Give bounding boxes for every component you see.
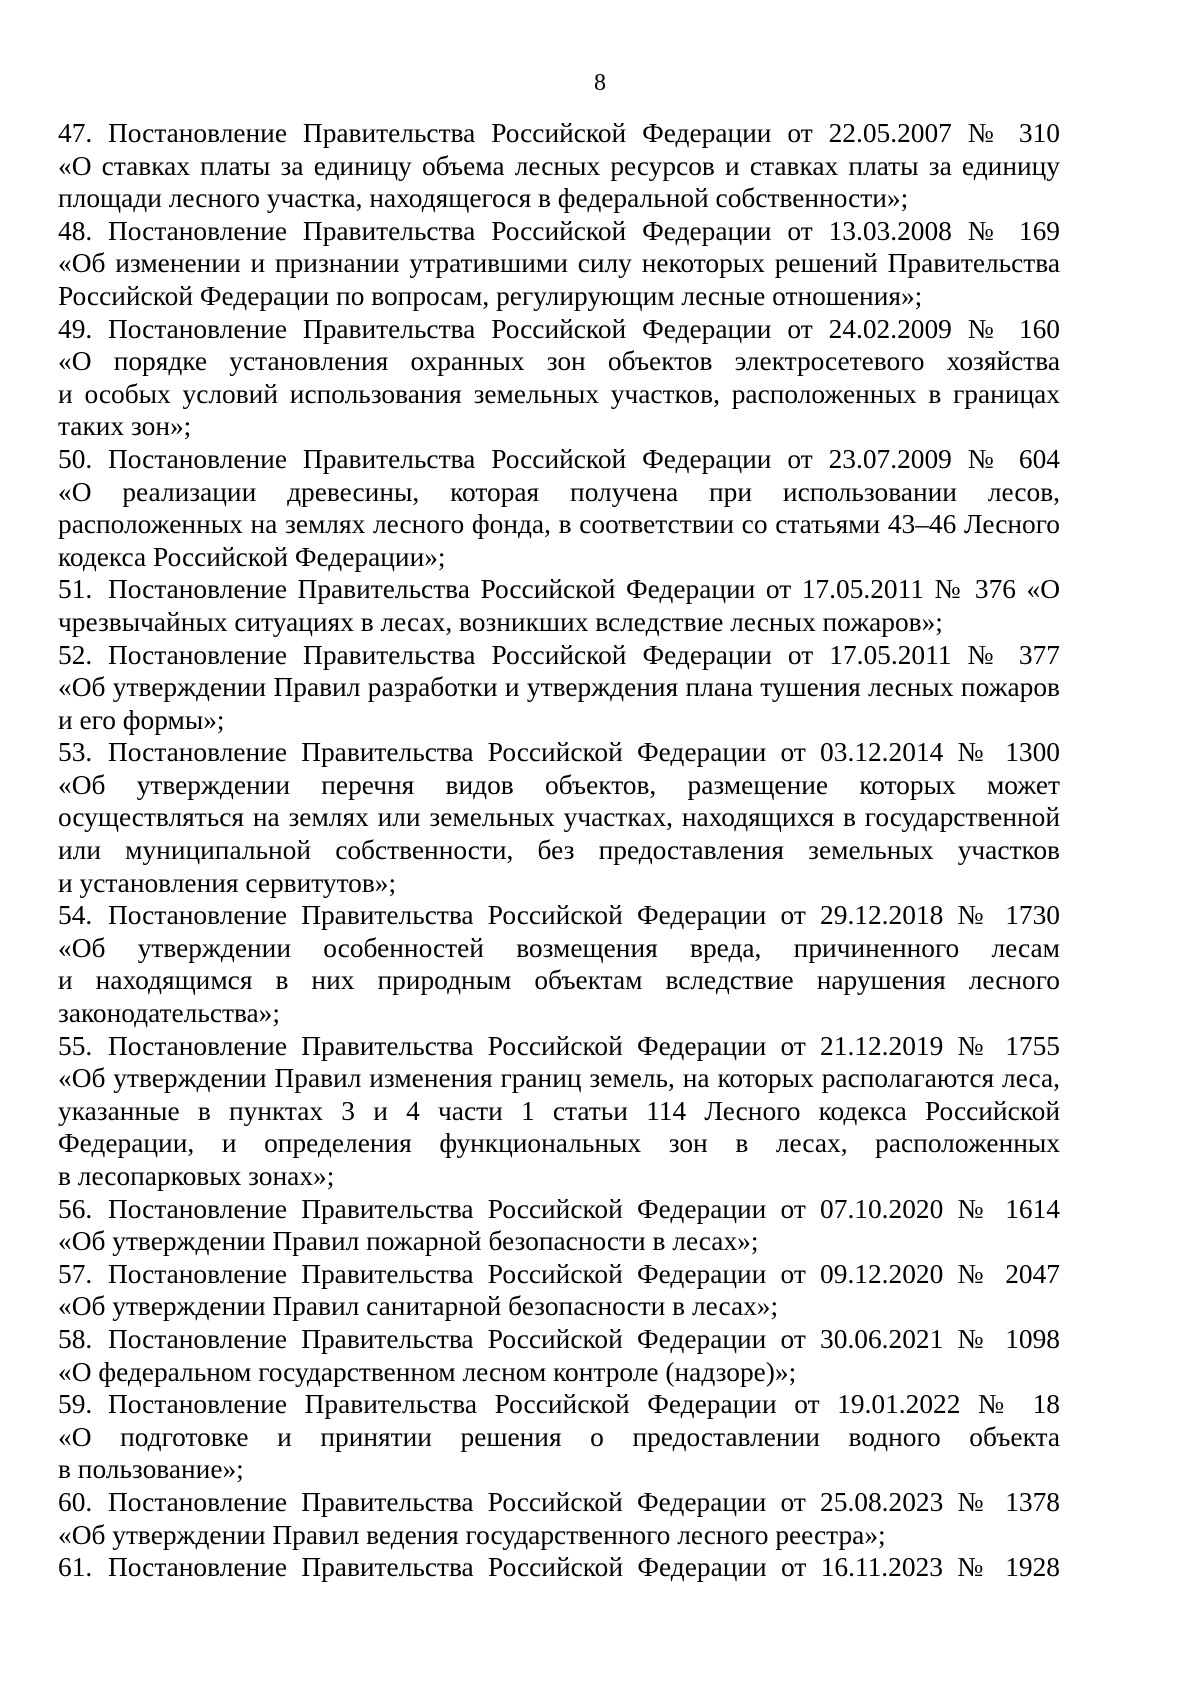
list-item	[58, 639, 1060, 737]
list-item	[58, 117, 1060, 215]
list-item-number: 47.	[58, 118, 93, 148]
list-item-line: «Об утверждении Правил разработки и утверждения плана тушения лесных пожаров	[58, 672, 1060, 703]
list-item-text: Постановление Правительства Российской Федерации от 19.01.2022 № 18	[108, 1389, 1060, 1420]
list-item-number: 53.	[58, 737, 93, 768]
list-item-line: и особых условий использования земельных участков, расположенных в границах	[58, 378, 1060, 409]
list-item-line: и установления сервитутов»;	[58, 867, 397, 898]
list-item-number: 56.	[58, 1193, 93, 1224]
list-item-line-first	[58, 1030, 1060, 1063]
list-item-text: Постановление Правительства Российской Федерации от 23.07.2009 № 604	[108, 443, 1060, 474]
list-item-text: Постановление Правительства Российской Федерации от 30.06.2021 № 1098	[108, 1323, 1060, 1354]
list-item	[58, 1486, 1060, 1551]
list-item-number: 51.	[58, 574, 93, 605]
list-item	[58, 899, 1060, 1029]
list-item-line: законодательства»;	[58, 998, 280, 1029]
list-item-line: Федерации, и определения функциональных зон в лесах, расположенных	[58, 1128, 1060, 1159]
list-item-line-first	[58, 117, 1060, 150]
list-item	[58, 736, 1060, 899]
list-item-line: осуществляться на землях или земельных участках, находящихся в государственной	[58, 802, 1060, 833]
list-item	[58, 1193, 1060, 1258]
list-item-line: расположенных на землях лесного фонда, в соответствии со статьями 43–46 Лесного	[58, 509, 1060, 540]
list-item-text: Постановление Правительства Российской Федерации от 25.08.2023 № 1378	[108, 1486, 1060, 1517]
list-item-line-first	[58, 1486, 1060, 1519]
list-item-line: «Об утверждении Правил изменения границ земель, на которых располагаются леса,	[58, 1063, 1060, 1094]
list-item-number: 48.	[58, 215, 93, 246]
list-item-number: 57.	[58, 1258, 93, 1289]
list-item-line-first	[58, 1551, 1060, 1584]
list-item-number: 58.	[58, 1323, 93, 1354]
list-item-line: «Об утверждении Правил пожарной безопасности в лесах»;	[58, 1226, 759, 1257]
list-item-number: 52.	[58, 639, 93, 670]
list-item-line-first	[58, 215, 1060, 248]
list-item-line: таких зон»;	[58, 411, 192, 442]
list-item-number: 50.	[58, 443, 93, 474]
list-item-line: в лесопарковых зонах»;	[58, 1161, 335, 1191]
list-item-line: «Об утверждении особенностей возмещения вреда, причиненного лесам	[58, 932, 1060, 963]
list-item-text: Постановление Правительства Российской Федерации от 29.12.2018 № 1730	[108, 900, 1060, 931]
page-number: 8	[594, 70, 606, 96]
list-item-line: в пользование»;	[58, 1454, 244, 1485]
list-item-line: «О федеральном государственном лесном контроле (надзоре)»;	[58, 1356, 797, 1387]
list-item-number: 55.	[58, 1030, 93, 1061]
list-item-line: площади лесного участка, находящегося в федеральной собственности»;	[58, 183, 909, 214]
list-item-line-first	[58, 736, 1060, 769]
list-item-line-first	[58, 443, 1060, 476]
list-item-line: или муниципальной собственности, без предоставления земельных участков	[58, 835, 1060, 866]
list-item-number: 54.	[58, 900, 93, 931]
list-item-line: «Об утверждении Правил ведения государственного лесного реестра»;	[58, 1519, 886, 1550]
list-item-line: «Об изменении и признании утратившими силу некоторых решений Правительства	[58, 248, 1060, 279]
list-item-line: и находящимся в них природным объектам вследствие нарушения лесного	[58, 965, 1060, 996]
list-item-text: Постановление Правительства Российской Федерации от 21.12.2019 № 1755	[108, 1030, 1060, 1061]
list-item-line-first	[58, 639, 1060, 672]
list-item-line: «Об утверждении перечня видов объектов, размещение которых может	[58, 769, 1060, 800]
list-item	[58, 573, 1060, 638]
list-item-line-first	[58, 1388, 1060, 1421]
list-item-text: Постановление Правительства Российской Федерации от 22.05.2007 № 310	[108, 118, 1060, 148]
list-item	[58, 1030, 1060, 1193]
list-item-line-first	[58, 899, 1060, 932]
list-item	[58, 1551, 1060, 1584]
list-item-text: Постановление Правительства Российской Федерации от 07.10.2020 № 1614	[108, 1193, 1060, 1224]
list-item	[58, 443, 1060, 573]
list-item	[58, 1323, 1060, 1388]
list-item-line: чрезвычайных ситуациях в лесах, возникших вследствие лесных пожаров»;	[58, 606, 943, 637]
list-item-line-first	[58, 1258, 1060, 1291]
list-item-line: «О ставках платы за единицу объема лесных ресурсов и ставках платы за единицу	[58, 150, 1060, 181]
list-item-text: Постановление Правительства Российской Федерации от 24.02.2009 № 160	[108, 313, 1060, 344]
list-item-number: 60.	[58, 1486, 93, 1517]
list-item-number: 61.	[58, 1552, 93, 1583]
list-item-line: кодекса Российской Федерации»;	[58, 541, 446, 572]
list-item	[58, 1258, 1060, 1323]
list-item-text: Постановление Правительства Российской Федерации от 03.12.2014 № 1300	[108, 737, 1060, 768]
list-item-text: Постановление Правительства Российской Федерации от 17.05.2011 № 376 «О	[108, 574, 1060, 605]
list-item-line: «Об утверждении Правил санитарной безопасности в лесах»;	[58, 1291, 779, 1322]
list-item-text: Постановление Правительства Российской Федерации от 13.03.2008 № 169	[108, 215, 1060, 246]
list-item-line: указанные в пунктах 3 и 4 части 1 статьи 114 Лесного кодекса Российской	[58, 1095, 1060, 1126]
list-item-line: «О порядке установления охранных зон объектов электросетевого хозяйства	[58, 346, 1060, 377]
list-item	[58, 313, 1060, 443]
list-item-line: и его формы»;	[58, 704, 225, 735]
list-item-line: «О подготовке и принятии решения о предоставлении водного объекта	[58, 1421, 1060, 1452]
list-item-number: 49.	[58, 313, 93, 344]
list-item-text: Постановление Правительства Российской Федерации от 16.11.2023 № 1928	[108, 1552, 1060, 1583]
list-item-number: 59.	[58, 1389, 93, 1420]
list-item-line-first	[58, 1193, 1060, 1226]
list-item-line-first	[58, 1323, 1060, 1356]
list-item	[58, 1388, 1060, 1486]
list-item	[58, 215, 1060, 313]
list-item-text: Постановление Правительства Российской Федерации от 09.12.2020 № 2047	[108, 1258, 1060, 1289]
list-item-line-first	[58, 313, 1060, 346]
list-item-line: Российской Федерации по вопросам, регулирующим лесные отношения»;	[58, 280, 923, 311]
list-item-line: «О реализации древесины, которая получена при использовании лесов,	[58, 476, 1060, 507]
list-item-line-first	[58, 573, 1060, 606]
regulation-list	[58, 117, 1060, 1584]
list-item-text: Постановление Правительства Российской Федерации от 17.05.2011 № 377	[108, 639, 1060, 670]
